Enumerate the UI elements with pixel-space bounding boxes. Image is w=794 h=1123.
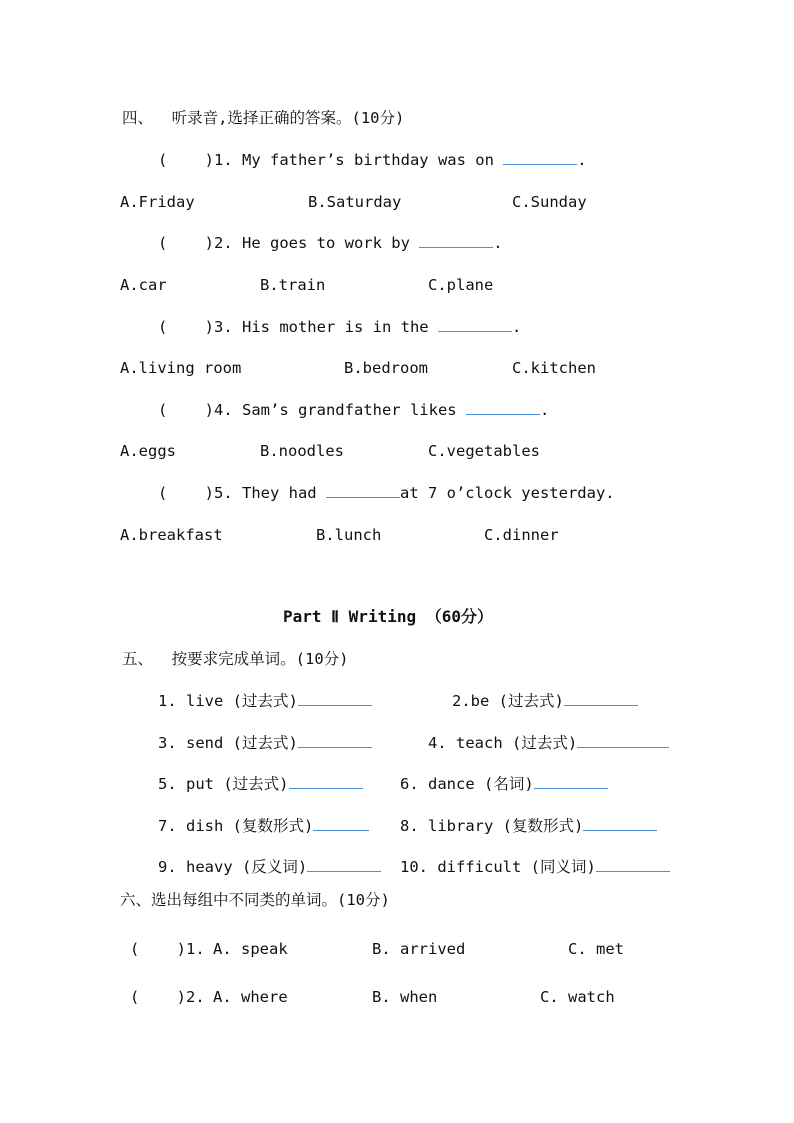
word-item-3: 3. send (过去式): [158, 733, 372, 753]
answer-blank[interactable]: [577, 733, 669, 748]
answer-blank[interactable]: [583, 816, 657, 831]
row-number[interactable]: ( )1.: [130, 940, 205, 958]
option-b[interactable]: B.bedroom: [344, 359, 428, 377]
option-a[interactable]: A.living room: [120, 359, 242, 377]
word-item-4: 4. teach (过去式): [428, 733, 669, 753]
answer-blank[interactable]: [298, 691, 372, 706]
answer-blank[interactable]: [289, 774, 363, 789]
option-c[interactable]: C.dinner: [484, 526, 559, 544]
row-number[interactable]: ( )2.: [130, 988, 205, 1006]
word-item-1: 1. live (过去式): [158, 691, 372, 711]
word-item-6: 6. dance (名词): [400, 774, 608, 794]
option-c[interactable]: C.kitchen: [512, 359, 596, 377]
answer-blank[interactable]: [564, 691, 638, 706]
question-text: ( )1. My father’s birthday was on: [158, 151, 504, 169]
word-item-2: 2.be (过去式): [452, 691, 638, 711]
question-text: ( )3. His mother is in the: [158, 318, 438, 336]
answer-blank[interactable]: [503, 150, 577, 165]
option-b[interactable]: B.noodles: [260, 442, 344, 460]
option-a[interactable]: A. where: [213, 988, 288, 1006]
option-b[interactable]: B.train: [260, 276, 326, 294]
part2-title: Part Ⅱ Writing （60分）: [283, 607, 494, 626]
option-a[interactable]: A.Friday: [120, 193, 195, 211]
answer-blank[interactable]: [307, 857, 381, 872]
section5-heading: 五、 按要求完成单词。(10分): [122, 650, 349, 668]
answer-blank[interactable]: [438, 317, 512, 332]
answer-blank[interactable]: [534, 774, 608, 789]
answer-blank[interactable]: [596, 857, 670, 872]
option-b[interactable]: B. arrived: [372, 940, 466, 958]
option-b[interactable]: B. when: [372, 988, 438, 1006]
option-a[interactable]: A.breakfast: [120, 526, 223, 544]
answer-blank[interactable]: [466, 400, 540, 415]
section6-heading: 六、选出每组中不同类的单词。(10分): [120, 891, 390, 909]
option-c[interactable]: C. watch: [540, 988, 615, 1006]
answer-blank[interactable]: [313, 816, 369, 831]
option-c[interactable]: C. met: [568, 940, 624, 958]
section4-heading: 四、 听录音,选择正确的答案。(10分): [122, 109, 405, 127]
answer-blank[interactable]: [419, 233, 493, 248]
question-text: ( )5. They had: [158, 484, 326, 502]
option-b[interactable]: B.Saturday: [308, 193, 402, 211]
question-text: ( )2. He goes to work by: [158, 234, 420, 252]
answer-blank[interactable]: [298, 733, 372, 748]
option-c[interactable]: C.Sunday: [512, 193, 587, 211]
word-item-8: 8. library (复数形式): [400, 816, 657, 836]
option-c[interactable]: C.vegetables: [428, 442, 540, 460]
question-text: ( )4. Sam’s grandfather likes: [158, 401, 466, 419]
option-a[interactable]: A. speak: [213, 940, 288, 958]
option-c[interactable]: C.plane: [428, 276, 494, 294]
word-item-7: 7. dish (复数形式): [158, 816, 369, 836]
option-a[interactable]: A.car: [120, 276, 167, 294]
word-item-10: 10. difficult (同义词): [400, 857, 670, 877]
word-item-9: 9. heavy (反义词): [158, 857, 381, 877]
option-a[interactable]: A.eggs: [120, 442, 176, 460]
option-b[interactable]: B.lunch: [316, 526, 382, 544]
answer-blank[interactable]: [326, 483, 400, 498]
word-item-5: 5. put (过去式): [158, 774, 363, 794]
